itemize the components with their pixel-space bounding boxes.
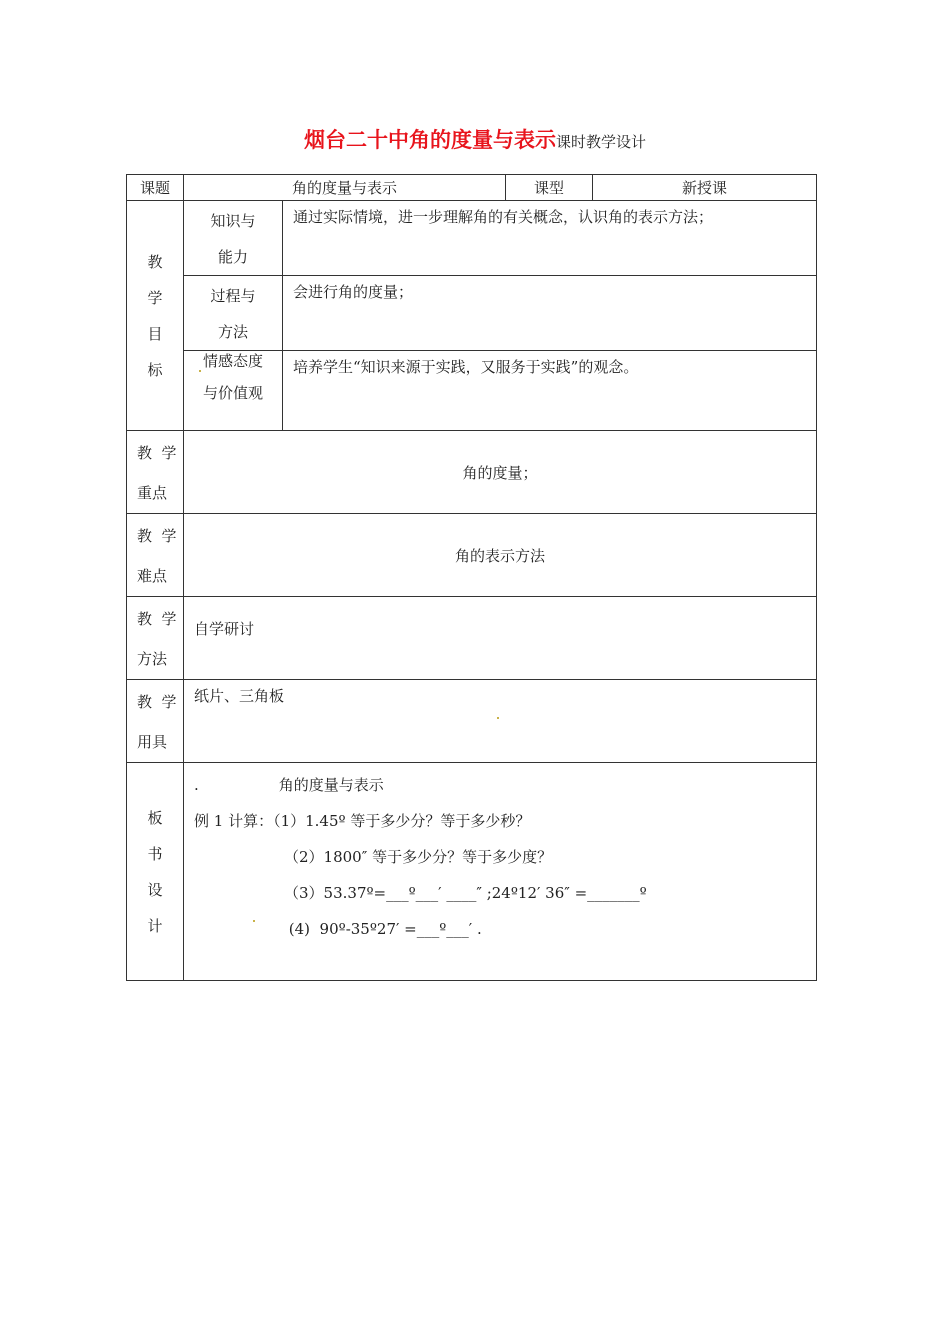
board-label-char: 设 — [147, 880, 163, 899]
board-line: （2）1800″ 等于多少分？等于多少度？ — [284, 848, 553, 866]
difficulty-label — [127, 514, 184, 597]
label-line: 重点 — [137, 484, 168, 502]
board-line: 例 1 计算：（1）1.45º 等于多少分？等于多少秒？ — [194, 812, 531, 830]
objective-name-line: 与价值观 — [202, 384, 263, 402]
board-label-char: 板 — [147, 808, 163, 827]
title-main: 烟台二十中角的度量与表示 — [303, 128, 556, 152]
objective-name-line: 方法 — [217, 323, 248, 341]
objective-row — [127, 201, 817, 276]
objective-text: 会进行角的度量； — [283, 276, 817, 351]
board-line: (4) 90º-35º27′ =___º___′ . — [284, 920, 482, 938]
stray-mark — [199, 370, 201, 372]
tools-value: 纸片、三角板 — [194, 687, 285, 705]
objective-name — [184, 276, 283, 351]
objective-name-line: 能力 — [217, 248, 248, 266]
method-row — [127, 597, 817, 680]
label-line: 用具 — [137, 733, 168, 751]
label-line: 教 学 — [137, 444, 177, 462]
objective-row — [127, 276, 817, 351]
label-line: 教 学 — [137, 610, 177, 628]
objectives-label-char: 学 — [147, 288, 163, 307]
key-point-row — [127, 431, 817, 514]
objectives-label-char: 目 — [147, 324, 163, 343]
objective-row — [127, 351, 817, 431]
key-point-text: 角的度量； — [184, 431, 817, 514]
objectives-label — [127, 201, 184, 431]
key-point-label — [127, 431, 184, 514]
stray-mark — [497, 717, 499, 719]
objective-name-line: 知识与 — [210, 212, 256, 230]
board-row — [127, 763, 817, 981]
method-text: 自学研讨 — [184, 597, 817, 680]
heading-mark: . — [194, 776, 199, 794]
board-label — [127, 763, 184, 981]
objective-name-line: 情感态度 — [202, 352, 263, 370]
tools-text — [184, 680, 817, 763]
board-heading-text: 角的度量与表示 — [278, 776, 384, 794]
label-line: 方法 — [137, 650, 168, 668]
objective-name — [184, 351, 283, 431]
tools-label — [127, 680, 184, 763]
label-line: 教 学 — [137, 527, 177, 545]
method-label — [127, 597, 184, 680]
board-heading — [194, 767, 808, 803]
difficulty-text: 角的表示方法 — [184, 514, 817, 597]
topic-label: 课题 — [127, 175, 184, 201]
label-line: 难点 — [137, 567, 168, 585]
board-label-char: 书 — [147, 844, 163, 863]
objectives-label-char: 教 — [147, 252, 163, 271]
lesson-type-label: 课型 — [506, 175, 593, 201]
board-line: （3）53.37º=___º___′ ____″ ;24º12′ 36″ =_______º — [284, 884, 647, 902]
label-line: 教 学 — [137, 693, 177, 711]
objective-text: 通过实际情境，进一步理解角的有关概念，认识角的表示方法； — [283, 201, 817, 276]
tools-row — [127, 680, 817, 763]
topic-value: 角的度量与表示 — [184, 175, 506, 201]
objective-name-line: 过程与 — [210, 287, 256, 305]
objective-text: 培养学生“知识来源于实践，又服务于实践”的观念。 — [283, 351, 817, 431]
document-title — [0, 124, 950, 154]
lesson-type-value: 新授课 — [593, 175, 817, 201]
lesson-plan-table — [126, 174, 817, 981]
board-content — [184, 763, 817, 981]
difficulty-row — [127, 514, 817, 597]
title-suffix: 课时教学设计 — [555, 133, 646, 151]
objective-name — [184, 201, 283, 276]
board-label-char: 计 — [147, 916, 163, 935]
objectives-label-char: 标 — [147, 360, 163, 379]
stray-mark — [253, 920, 255, 922]
topic-row — [127, 175, 817, 201]
